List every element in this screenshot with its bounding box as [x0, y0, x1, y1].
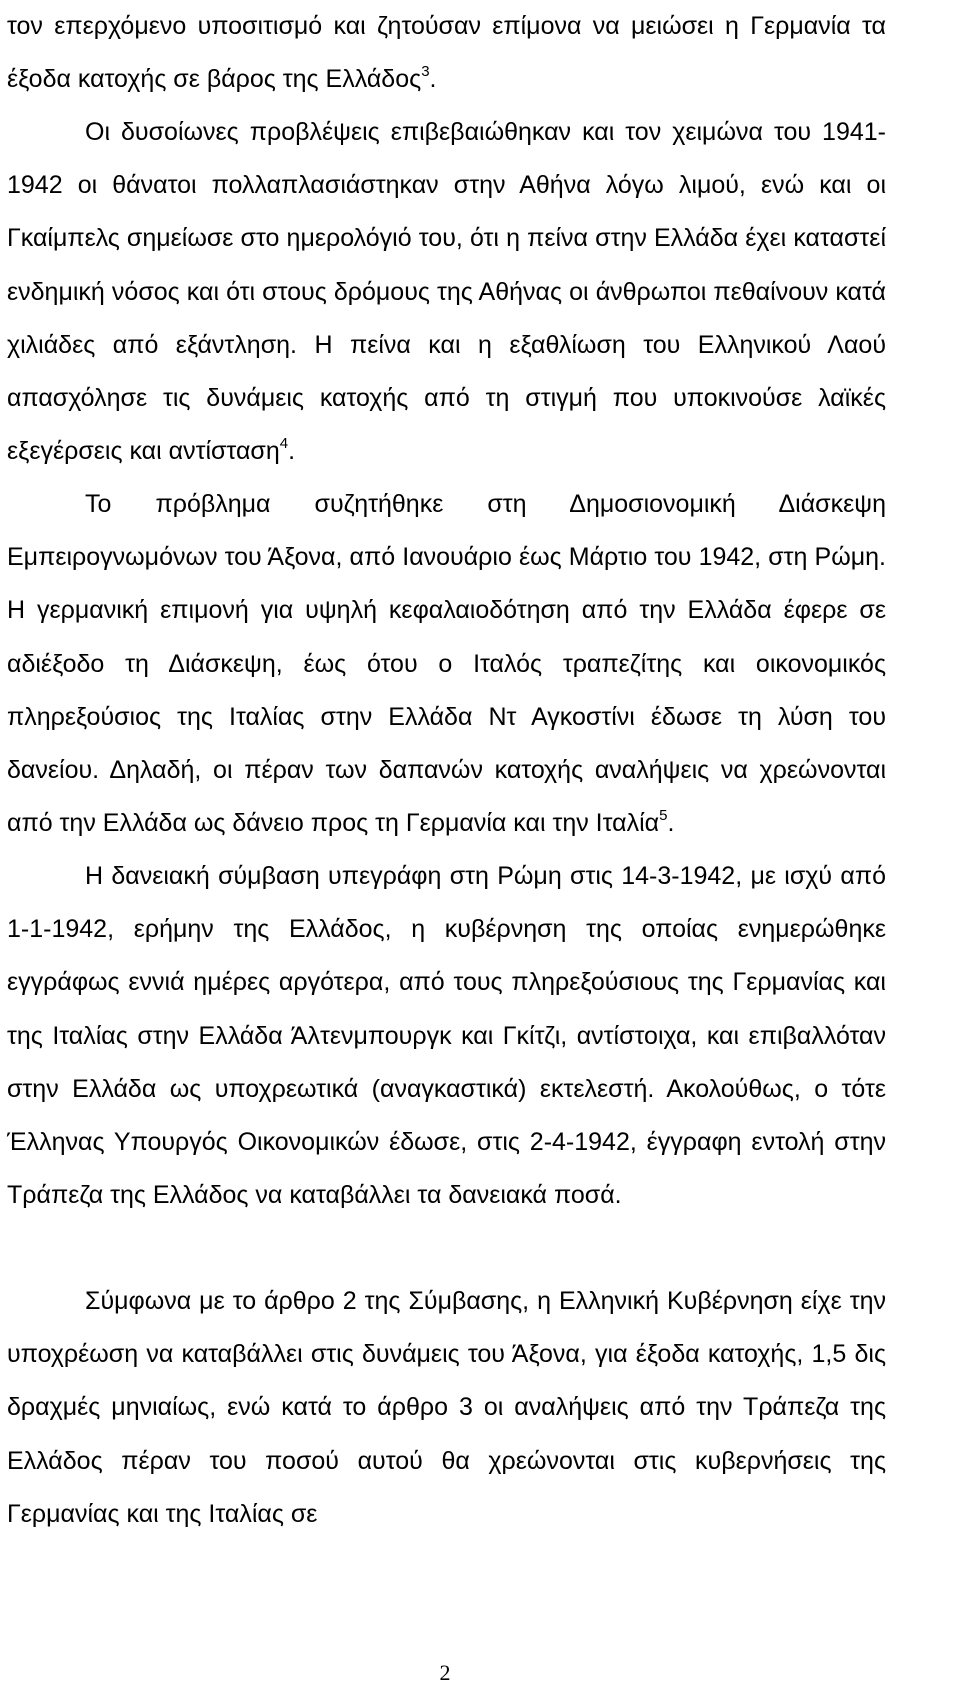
footnote-ref-3[interactable]: 3: [421, 63, 430, 81]
paragraph-3: Το πρόβλημα συζητήθηκε στη Δημοσιονομική Διάσκεψη Εμπειρογνωμόνων του Άξονα, από Ιανουάριο έως Μάρτιο του 1942, στη Ρώμη. Η γερμανική επιμονή για υψηλή κεφαλαιοδότηση από την Ελλάδα έφερε σε αδιέξοδο τη Διάσκεψη, έως ότου ο Ιταλός τραπεζίτης και οικονομικός πληρεξούσιος της Ιταλίας στην Ελλάδα Ντ Αγκοστίνι έδωσε τη λύση του δανείου. Δηλαδή, οι πέραν των δαπανών κατοχής αναλήψεις να χρεώνονται από την Ελλάδα ως δάνειο προς τη Γερμανία και την Ιταλία$^5$.: [7, 490, 886, 838]
paragraph-2: Οι δυσοίωνες προβλέψεις επιβεβαιώθηκαν και τον χειμώνα του 1941-1942 οι θάνατοι πολλαπλασιάστηκαν στην Αθήνα λόγω λιμού, ενώ και οι Γκαίμπελς σημείωσε στο ημερολόγιό του, ότι η πείνα στην Ελλάδα έχει καταστεί ενδημική νόσος και ότι στους δρόμους της Αθήνας οι άνθρωποι πεθαίνουν κατά χιλιάδες από εξάντληση. Η πείνα και η εξαθλίωση του Ελληνικού Λαού απασχόλησε τις δυνάμεις κατοχής από τη στιγμή που υποκινούσε λαϊκές εξεγέρσεις και αντίσταση$^4$.: [7, 118, 886, 466]
footnote-ref-4[interactable]: 4: [279, 435, 289, 453]
paragraph-1: τον επερχόμενο υποσιτισμό και ζητούσαν επίμονα να μειώσει η Γερμανία τα έξοδα κατοχής σε βάρος της Ελλάδος$^3$.: [7, 12, 886, 94]
footnote-ref-5[interactable]: 5: [659, 807, 668, 825]
paragraph-5: Σύμφωνα με το άρθρο 2 της Σύμβασης, η Ελληνική Κυβέρνηση είχε την υποχρέωση να καταβάλλει στις δυνάμεις του Άξονα, για έξοδα κατοχής, 1,5 δις δραχμές μηνιαίως, ενώ κατά το άρθρο 3 οι αναλήψεις από την Τράπεζα της Ελλάδος πέραν του ποσού αυτού θα χρεώνονται στις κυβερνήσεις της Γερμανίας και της Ιταλίας σε: [7, 1287, 886, 1528]
paragraph-4: Η δανειακή σύμβαση υπεγράφη στη Ρώμη στις 14-3-1942, με ισχύ από 1-1-1942, ερήμην της Ελλάδος, η κυβέρνηση της οποίας ενημερώθηκε εγγράφως εννιά ημέρες αργότερα, από τους πληρεξούσιους της Γερμανίας και της Ιταλίας στην Ελλάδα Άλτενμπουργκ και Γκίτζι, αντίστοιχα, και επιβαλλόταν στην Ελλάδα ως υποχρεωτικά (αναγκαστικά) εκτελεστή. Ακολούθως, ο τότε Έλληνας Υπουργός Οικονομικών έδωσε, στις 2-4-1942, έγγραφη εντολή στην Τράπεζα της Ελλάδος να καταβάλλει τα δανειακά ποσά.: [7, 862, 886, 1210]
page-number: 2: [439, 1660, 451, 1685]
